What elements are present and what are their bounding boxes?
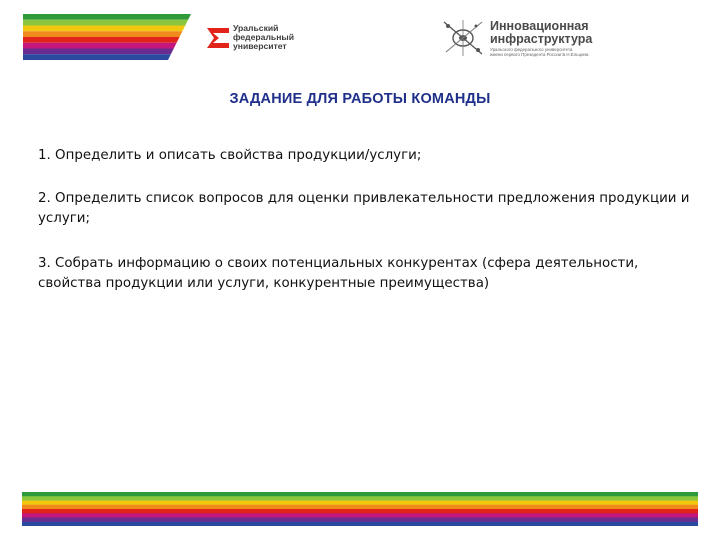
innovation-logo <box>440 18 600 64</box>
top-stripe <box>23 31 182 37</box>
top-stripe <box>23 20 188 26</box>
bottom-stripe-banner <box>22 492 698 526</box>
top-stripe-banner <box>23 14 191 60</box>
bottom-stripe <box>22 509 698 514</box>
bottom-stripe <box>22 505 698 510</box>
top-stripe <box>23 54 171 60</box>
task-item-3: 3. Собрать информацию о своих потенциальных конкурентах (сфера деятельности, свойства продукции или услуги, конкурентные преимущества) <box>38 256 639 291</box>
top-stripe <box>23 37 180 43</box>
bottom-stripe <box>22 522 698 526</box>
task-item-2: 2. Определить список вопросов для оценки привлекательности предложения продукции и услуги; <box>38 191 690 226</box>
university-logo-icon <box>205 26 231 50</box>
top-stripe <box>23 14 191 20</box>
innovation-logo-title: Инновационная инфраструктура <box>490 19 593 46</box>
slide-title: ЗАДАНИЕ ДЛЯ РАБОТЫ КОМАНДЫ <box>229 91 491 107</box>
bottom-stripe <box>22 496 698 501</box>
bottom-stripe <box>22 492 698 497</box>
innovation-logo-subtitle: Уральского федерального университета имени первого Президента России Б.Н.Ельцина <box>490 47 589 58</box>
task-item-1: 1. Определить и описать свойства продукции/услуги; <box>38 148 422 163</box>
university-logo-text: Уральский федеральный университет <box>233 23 295 51</box>
bottom-stripe <box>22 518 698 523</box>
top-stripe <box>23 49 174 55</box>
university-logo <box>205 24 317 54</box>
bottom-stripe <box>22 501 698 506</box>
innovation-logo-icon <box>440 18 486 58</box>
bottom-stripe <box>22 513 698 518</box>
top-stripe <box>23 43 177 49</box>
top-stripe <box>23 26 185 32</box>
